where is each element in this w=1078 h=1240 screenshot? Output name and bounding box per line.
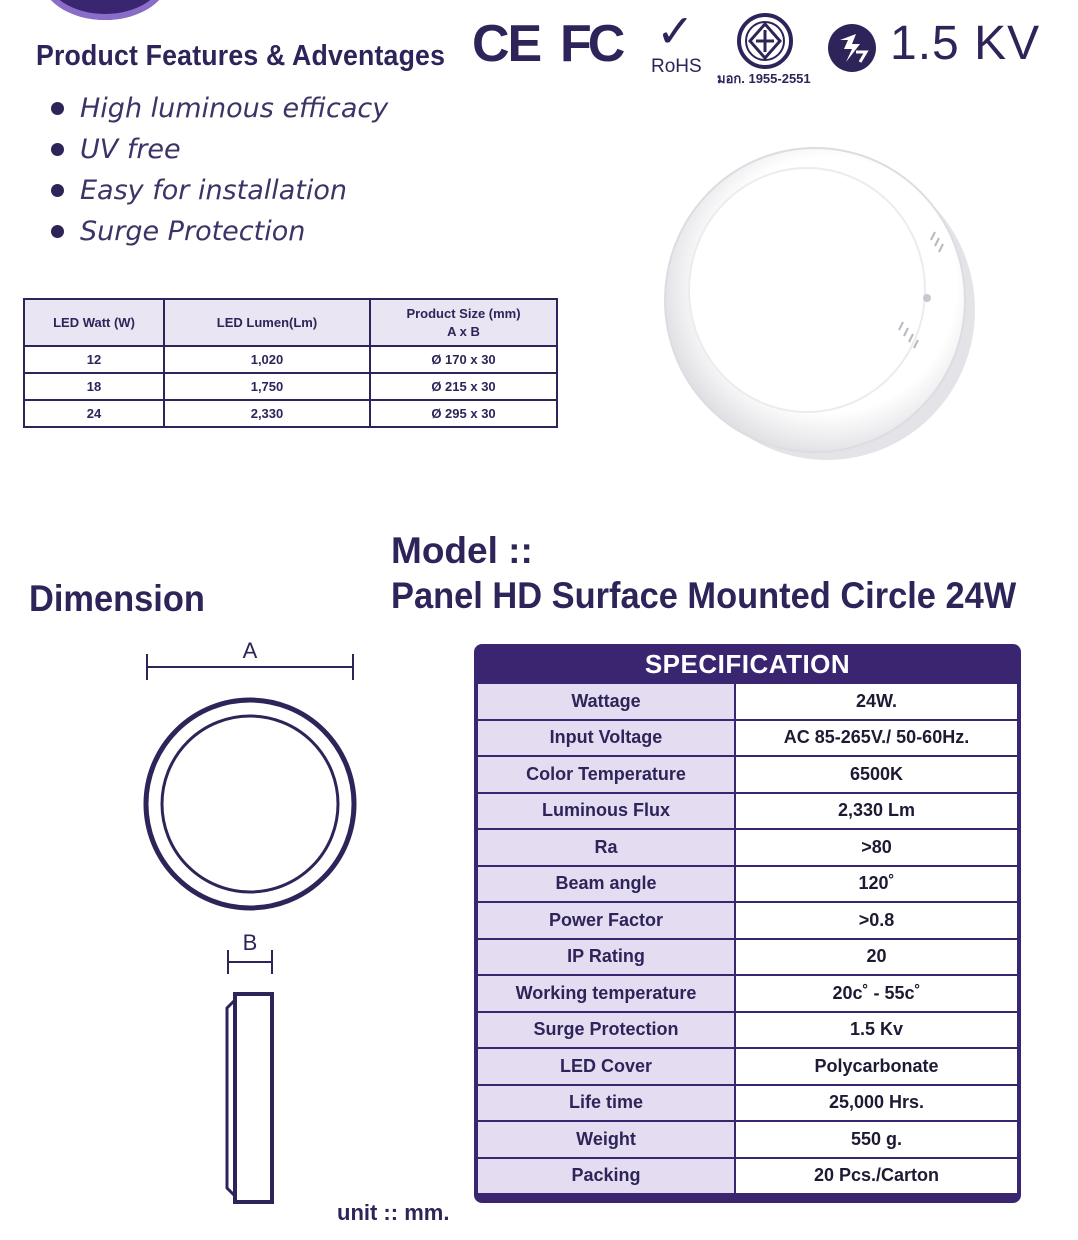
rohs-label: RoHS [651, 56, 702, 77]
dimension-label-a: A [242, 638, 258, 663]
fcc-mark-icon: FC [560, 15, 622, 73]
lumen-cell-size: Ø 215 x 30 [370, 373, 557, 400]
spec-value: 24W. [735, 683, 1018, 720]
model-name: Panel HD Surface Mounted Circle 24W [391, 575, 1017, 616]
spec-key: Color Temperature [477, 756, 735, 793]
table-row [477, 1158, 1018, 1195]
table-row [477, 1121, 1018, 1158]
specification-title: SPECIFICATION [644, 649, 851, 679]
surge-kv-label: 1.5 KV [890, 17, 1041, 70]
table-row [477, 829, 1018, 866]
feature-item: Surge Protection [48, 211, 388, 252]
table-row [477, 720, 1018, 757]
lumen-header-watt: LED Watt (W) [24, 299, 164, 346]
product-image [655, 140, 975, 470]
spec-value: 1.5 Kv [735, 1012, 1018, 1049]
spec-key: Ra [477, 829, 735, 866]
spec-key: Beam angle [477, 866, 735, 903]
table-row [477, 902, 1018, 939]
spec-key: Input Voltage [477, 720, 735, 757]
table-row [477, 793, 1018, 830]
feature-item: High luminous efficacy [48, 88, 388, 129]
lumen-header-lumen: LED Lumen(Lm) [164, 299, 370, 346]
spec-key: Luminous Flux [477, 793, 735, 830]
table-row [24, 400, 557, 427]
lumen-header-size [370, 299, 557, 346]
spec-value: 6500K [735, 756, 1018, 793]
specification-panel [474, 644, 1021, 1203]
table-row [477, 866, 1018, 903]
spec-key: Life time [477, 1085, 735, 1122]
table-row [477, 975, 1018, 1012]
spec-key: Packing [477, 1158, 735, 1195]
tis-seal-icon [736, 12, 794, 70]
lumen-cell-size: Ø 295 x 30 [370, 400, 557, 427]
specification-table [476, 682, 1019, 1195]
spec-value: AC 85-265V./ 50-60Hz. [735, 720, 1018, 757]
table-row [477, 1012, 1018, 1049]
feature-item: UV free [48, 129, 388, 170]
spec-value: 20 [735, 939, 1018, 976]
spec-value: >80 [735, 829, 1018, 866]
spec-value: Polycarbonate [735, 1048, 1018, 1085]
feature-item: Easy for installation [48, 170, 388, 211]
spec-value: 550 g. [735, 1121, 1018, 1158]
table-row [477, 1048, 1018, 1085]
spec-key: Weight [477, 1121, 735, 1158]
spec-key: Working temperature [477, 975, 735, 1012]
table-row [477, 683, 1018, 720]
spec-key: Wattage [477, 683, 735, 720]
spec-value: >0.8 [735, 902, 1018, 939]
table-row [477, 939, 1018, 976]
lumen-table [23, 298, 558, 428]
lumen-cell-lumen: 1,020 [164, 346, 370, 373]
features-title: Product Features & Adventages [36, 40, 446, 72]
lumen-cell-watt: 24 [24, 400, 164, 427]
tis-label: มอก. 1955-2551 [717, 71, 811, 86]
lumen-cell-size: Ø 170 x 30 [370, 346, 557, 373]
table-row [24, 373, 557, 400]
brand-logo [40, 0, 170, 20]
dimension-title: Dimension [29, 578, 205, 619]
table-row [24, 346, 557, 373]
spec-key: IP Rating [477, 939, 735, 976]
model-label: Model :: [391, 530, 533, 571]
dimension-label-b: B [242, 930, 258, 955]
table-row [477, 1085, 1018, 1122]
surge-protection-icon [826, 22, 878, 74]
lumen-cell-lumen: 2,330 [164, 400, 370, 427]
spec-key: LED Cover [477, 1048, 735, 1085]
spec-value: 20c˚ - 55c˚ [735, 975, 1018, 1012]
feature-list [48, 88, 388, 252]
unit-label: unit :: mm. [337, 1200, 450, 1225]
spec-value: 2,330 Lm [735, 793, 1018, 830]
spec-key: Power Factor [477, 902, 735, 939]
table-row [477, 756, 1018, 793]
spec-key: Surge Protection [477, 1012, 735, 1049]
spec-value: 120˚ [735, 866, 1018, 903]
lumen-cell-watt: 18 [24, 373, 164, 400]
lumen-cell-watt: 12 [24, 346, 164, 373]
lumen-header-size-label: Product Size (mm) [406, 305, 521, 321]
spec-value: 20 Pcs./Carton [735, 1158, 1018, 1195]
spec-value: 25,000 Hrs. [735, 1085, 1018, 1122]
ce-mark-icon: CE [472, 15, 541, 73]
lumen-cell-lumen: 1,750 [164, 373, 370, 400]
lumen-header-size-axes: A x B [447, 323, 480, 339]
dimension-drawing [120, 630, 380, 1220]
rohs-check-icon: ✓ [656, 5, 695, 57]
